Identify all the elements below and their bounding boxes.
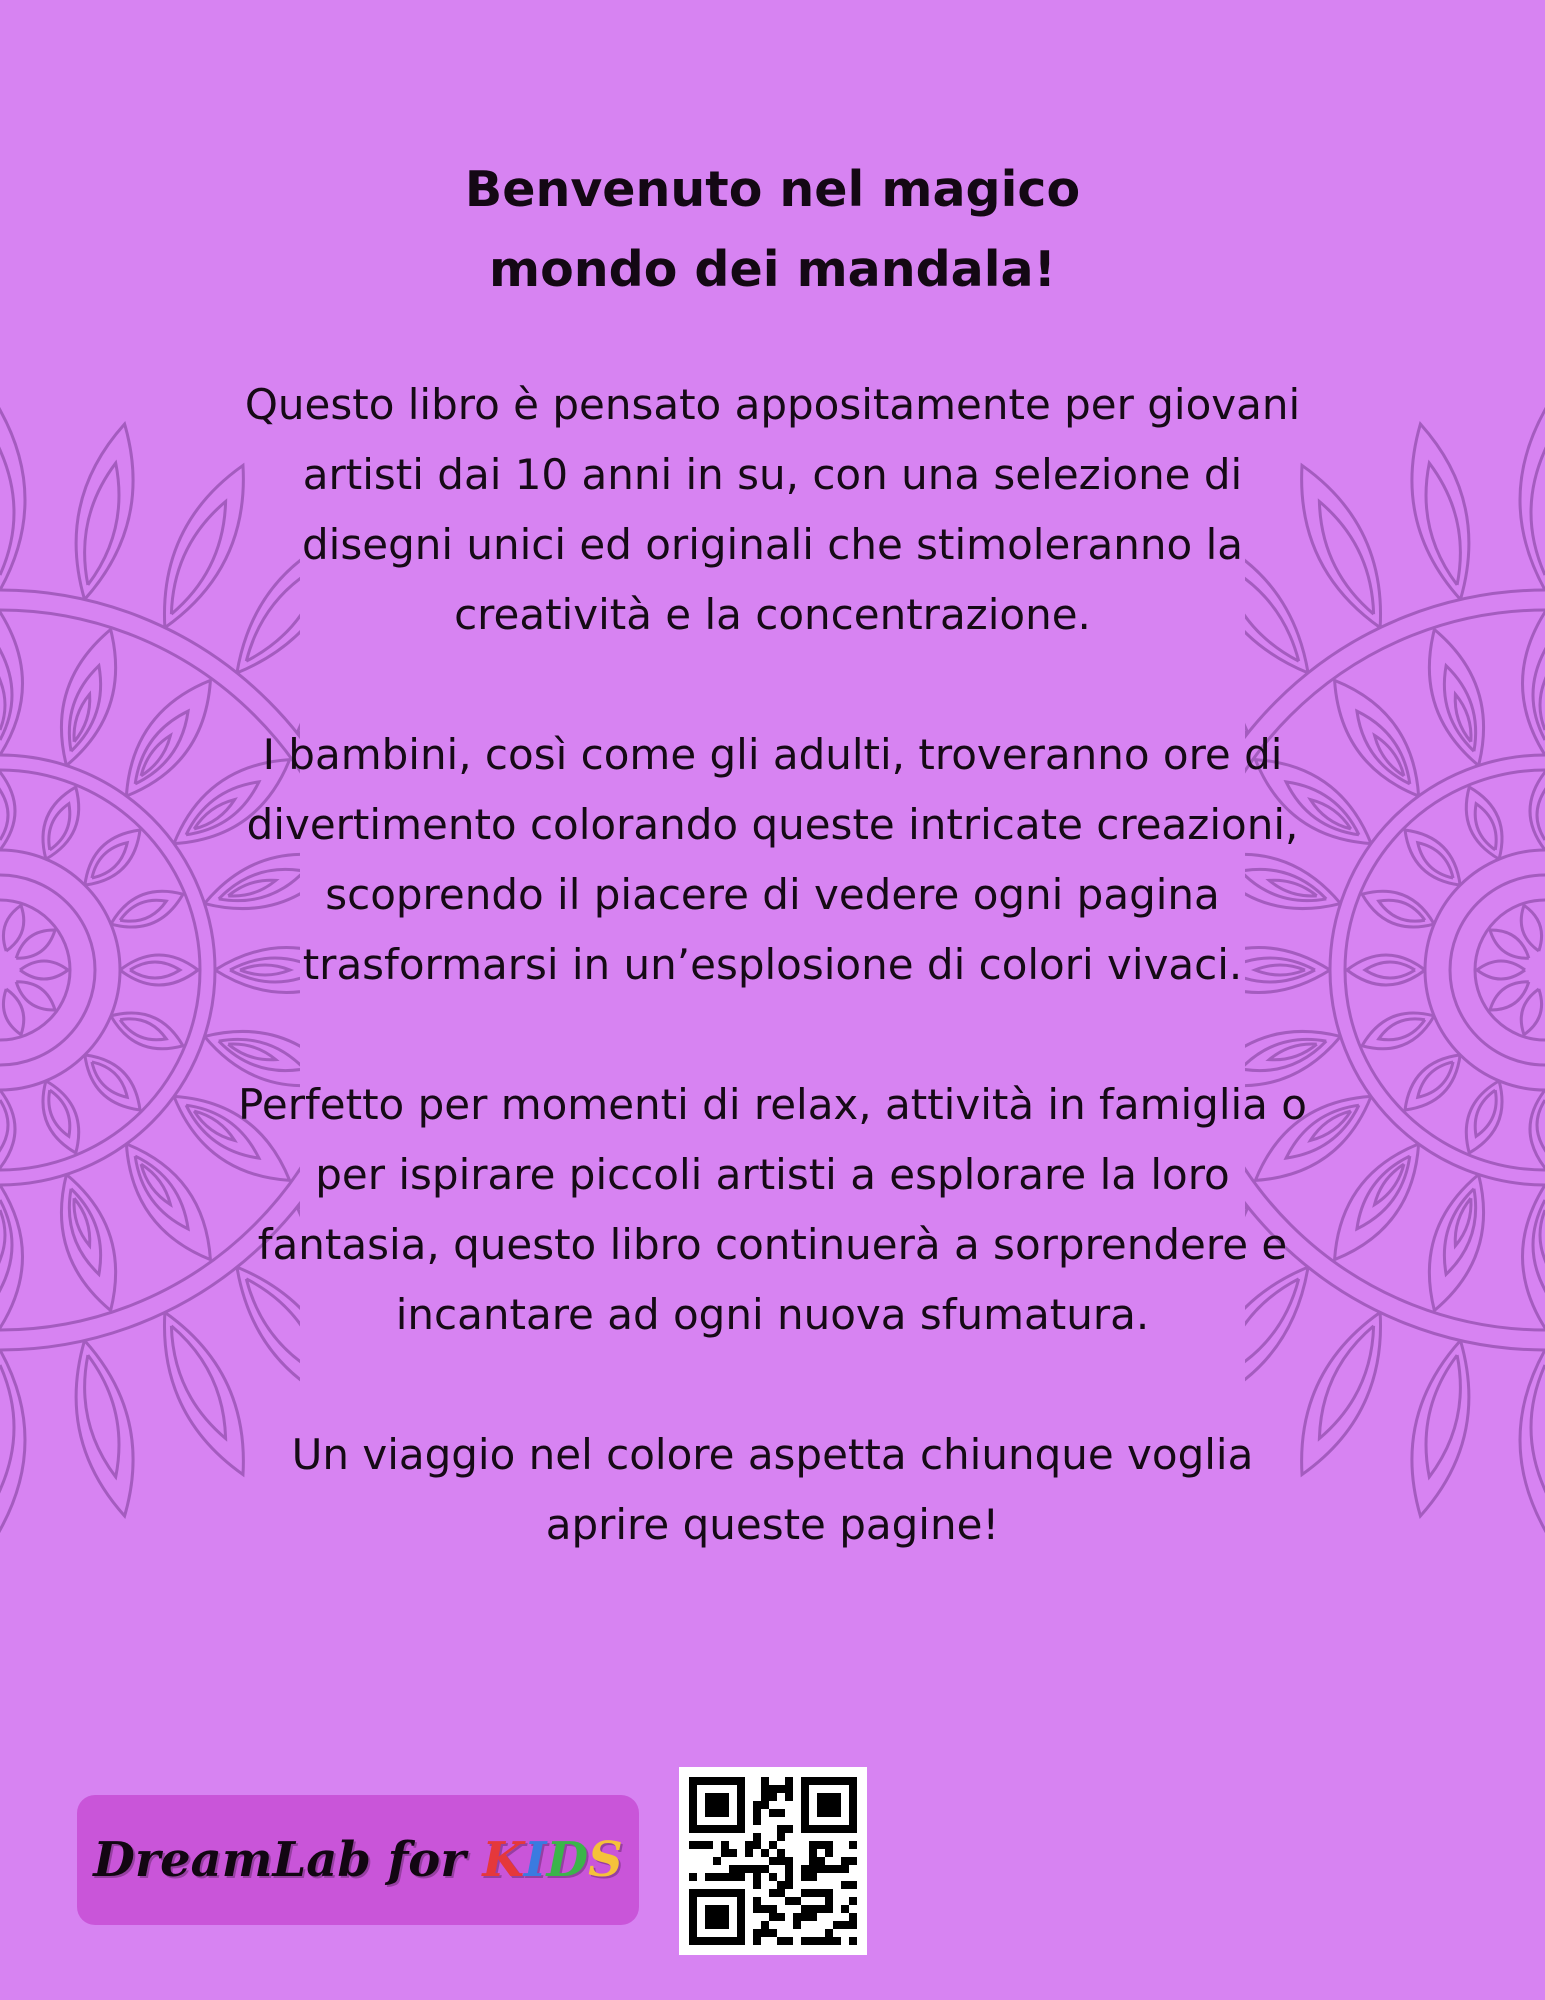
text-line: aprire queste pagine! bbox=[545, 1500, 1000, 1549]
qr-code-icon bbox=[689, 1777, 857, 1945]
paragraph-2 bbox=[130, 720, 1415, 1000]
text-line: I bambini, così come gli adulti, troveranno ore di bbox=[262, 730, 1283, 779]
brand-kids-letter: S bbox=[588, 1832, 623, 1888]
brand-kids-letter: K bbox=[482, 1832, 525, 1888]
text-line: scoprendo il piacere di vedere ogni pagina bbox=[325, 870, 1220, 919]
text-line: Un viaggio nel colore aspetta chiunque voglia bbox=[291, 1430, 1254, 1479]
text-line: incantare ad ogni nuova sfumatura. bbox=[395, 1290, 1150, 1339]
brand-logo-box bbox=[77, 1795, 639, 1925]
text-line: fantasia, questo libro continuerà a sorprendere e bbox=[257, 1220, 1288, 1269]
title-line-1: Benvenuto nel magico bbox=[464, 161, 1081, 218]
paragraph-4 bbox=[130, 1420, 1415, 1560]
text-line: divertimento colorando queste intricate creazioni, bbox=[246, 800, 1299, 849]
qr-code[interactable] bbox=[679, 1767, 867, 1955]
text-line: artisti dai 10 anni in su, con una selezione di bbox=[302, 450, 1243, 499]
paragraph-1 bbox=[130, 370, 1415, 650]
text-line: creatività e la concentrazione. bbox=[454, 590, 1091, 639]
brand-logo bbox=[93, 1832, 623, 1888]
brand-name: DreamLab for bbox=[93, 1832, 483, 1888]
text-line: disegni unici ed originali che stimoleranno la bbox=[302, 520, 1243, 569]
paragraph-3 bbox=[130, 1070, 1415, 1350]
page-title bbox=[0, 150, 1545, 310]
text-line: Questo libro è pensato appositamente per giovani bbox=[244, 380, 1301, 429]
text-line: per ispirare piccoli artisti a esplorare la loro bbox=[315, 1150, 1230, 1199]
text-line: trasformarsi in un’esplosione di colori vivaci. bbox=[302, 940, 1243, 989]
title-line-2: mondo dei mandala! bbox=[489, 241, 1056, 298]
text-line: Perfetto per momenti di relax, attività in famiglia o bbox=[238, 1080, 1307, 1129]
brand-kids-letter: I bbox=[524, 1832, 547, 1888]
brand-kids-letter: D bbox=[546, 1832, 589, 1888]
intro-text bbox=[130, 370, 1415, 1630]
